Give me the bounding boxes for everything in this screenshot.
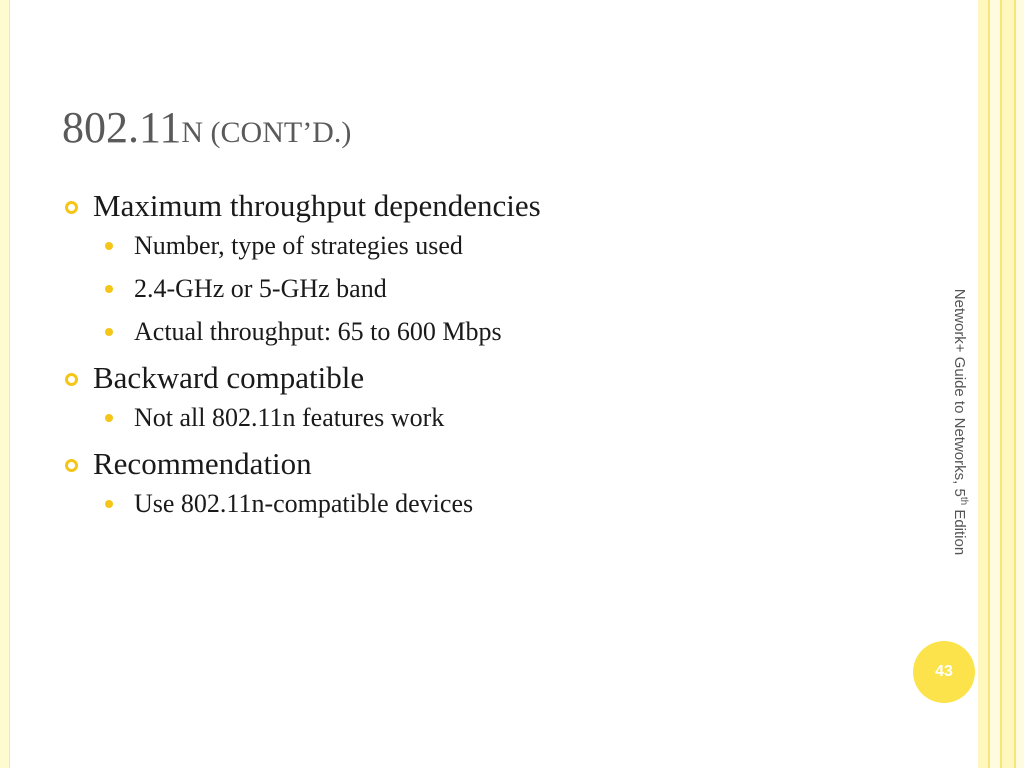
sub-bullet-item (62, 272, 922, 305)
slide-title-main: 802.11 (62, 103, 182, 152)
bullet-item (62, 444, 922, 484)
bullet-group (62, 186, 922, 348)
sub-bullet-item (62, 229, 922, 262)
bullet-list (62, 186, 922, 530)
sub-bullet-text: Actual throughput: 65 to 600 Mbps (134, 317, 502, 346)
bullet-item (62, 186, 922, 226)
sub-bullet-text: Not all 802.11n features work (134, 403, 445, 432)
slide-title-suffix: N (CONT’D.) (181, 116, 352, 149)
slide-title (62, 104, 351, 152)
dot-bullet-icon (105, 285, 113, 293)
footer-book-title-pre: Network+ Guide to Networks, 5 (951, 288, 968, 497)
sub-bullet-item (62, 315, 922, 348)
bullet-group (62, 444, 922, 520)
right-stripe (1016, 0, 1024, 768)
bullet-group (62, 358, 922, 434)
dot-bullet-icon (105, 328, 113, 336)
dot-bullet-icon (105, 500, 113, 508)
right-stripe (978, 0, 988, 768)
right-stripe (1002, 0, 1014, 768)
bullet-text: Maximum throughput dependencies (93, 188, 541, 223)
page-number: 43 (935, 663, 953, 680)
ring-bullet-icon (65, 201, 78, 214)
dot-bullet-icon (105, 242, 113, 250)
right-stripe (990, 0, 1000, 768)
sub-bullet-item (62, 487, 922, 520)
sub-bullet-text: Use 802.11n-compatible devices (134, 489, 474, 518)
sub-bullet-text: 2.4-GHz or 5-GHz band (134, 274, 387, 303)
sub-bullet-item (62, 401, 922, 434)
dot-bullet-icon (105, 414, 113, 422)
footer-book-title-post: Edition (951, 505, 968, 556)
sub-bullet-text: Number, type of strategies used (134, 231, 463, 260)
ring-bullet-icon (65, 373, 78, 386)
ring-bullet-icon (65, 459, 78, 472)
footer-book-title (951, 289, 969, 555)
bullet-text: Recommendation (93, 446, 312, 481)
bullet-text: Backward compatible (93, 360, 365, 395)
left-border (0, 0, 10, 768)
bullet-item (62, 358, 922, 398)
footer-book-title-sup: th (958, 496, 969, 506)
page-number-badge (913, 641, 975, 703)
